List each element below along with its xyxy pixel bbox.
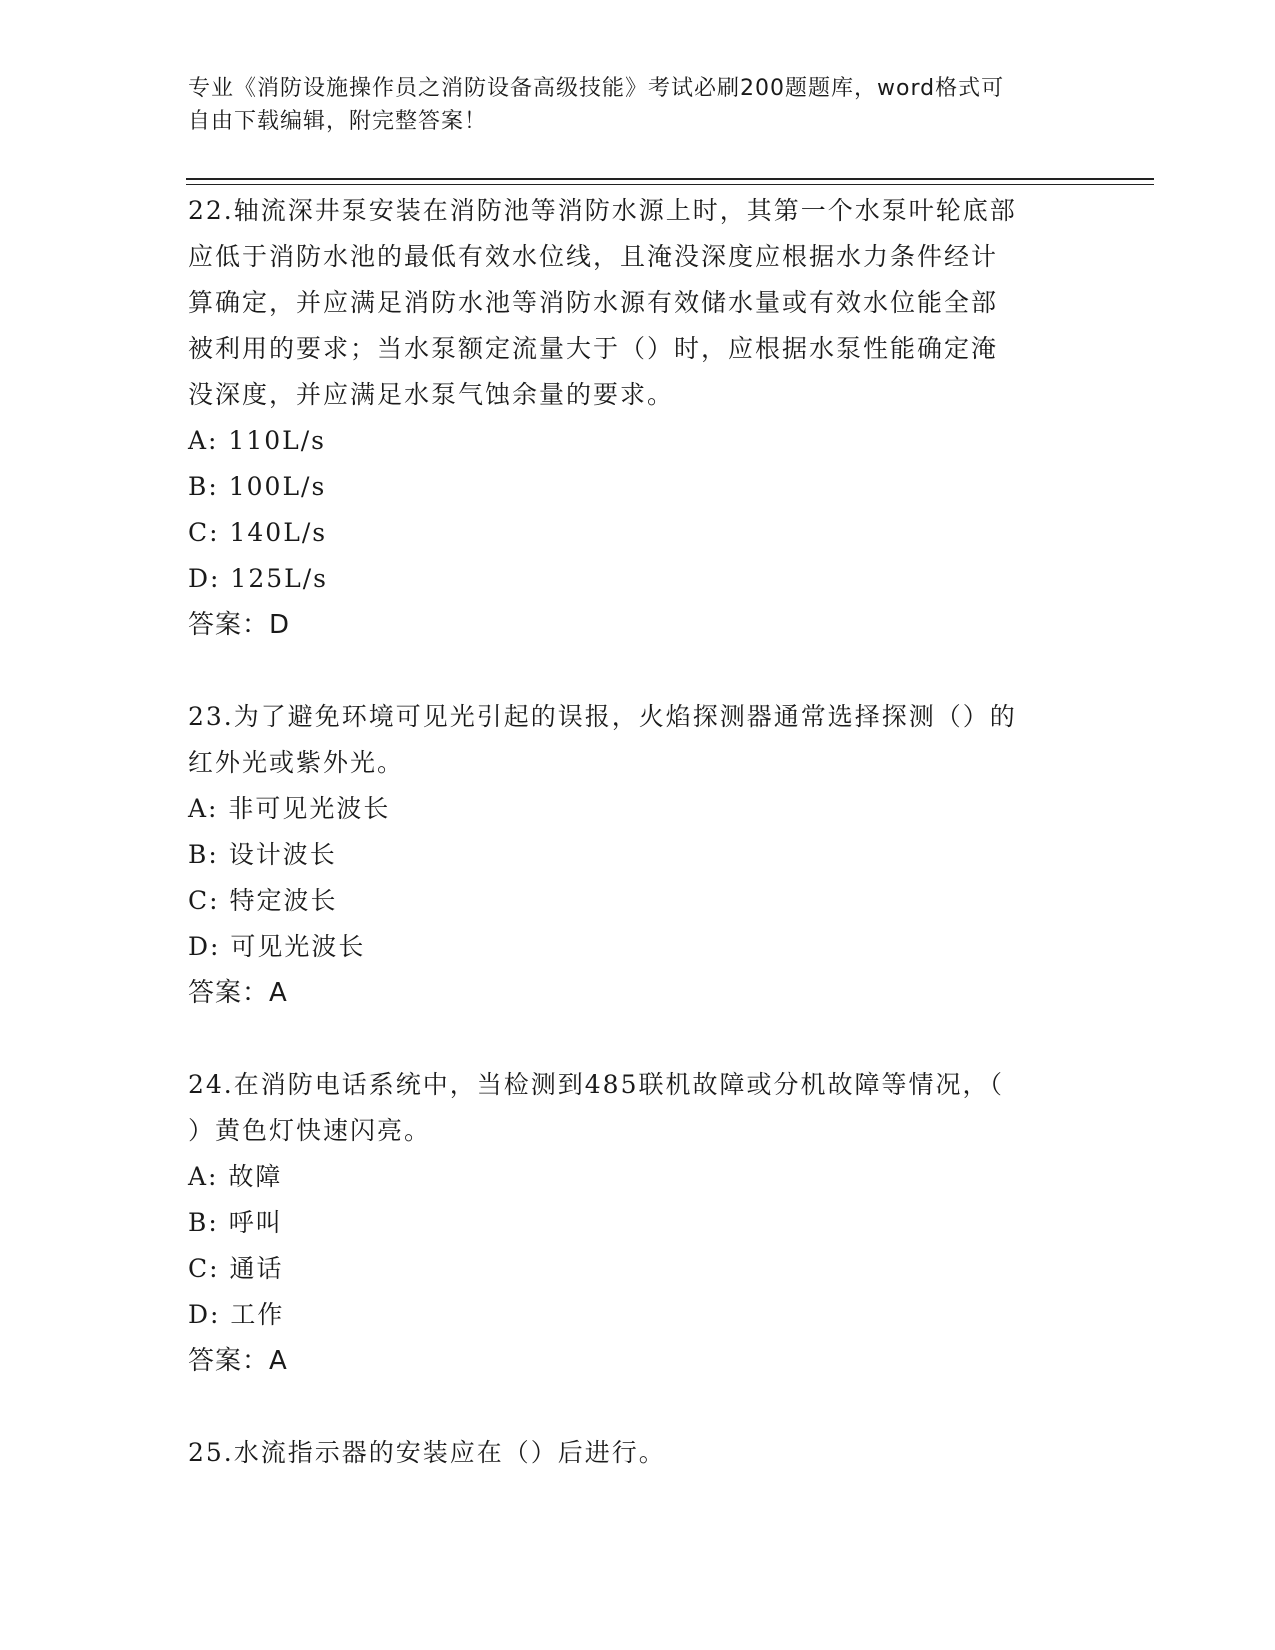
option-d: D: 工作 — [188, 1300, 285, 1329]
option-b: B: 100L/s — [188, 472, 327, 501]
option-b: B: 呼叫 — [188, 1208, 283, 1237]
question-text-line: 没深度，并应满足水泵气蚀余量的要求。 — [188, 380, 675, 409]
option-d: D: 125L/s — [188, 564, 328, 593]
question-spacer — [188, 1016, 1088, 1062]
question-spacer — [188, 1384, 1088, 1430]
question-text-line: 22.轴流深井泵安装在消防池等消防水源上时，其第一个水泵叶轮底部 — [188, 196, 1017, 225]
question-23 — [188, 694, 1088, 1016]
question-text-line: 25.水流指示器的安装应在（）后进行。 — [188, 1438, 666, 1467]
question-list — [188, 188, 1088, 1476]
question-text-line: 应低于消防水池的最低有效水位线，且淹没深度应根据水力条件经计 — [188, 242, 999, 271]
question-spacer — [188, 648, 1088, 694]
header-divider-top — [186, 178, 1154, 180]
question-text-line: 被利用的要求；当水泵额定流量大于（）时，应根据水泵性能确定淹 — [188, 334, 999, 363]
answer-line: 答案：A — [188, 978, 288, 1008]
question-text-line: 24.在消防电话系统中，当检测到485联机故障或分机故障等情况，（ — [188, 1070, 1004, 1099]
question-25 — [188, 1430, 1088, 1476]
question-text-line: 算确定，并应满足消防水池等消防水源有效储水量或有效水位能全部 — [188, 288, 999, 317]
answer-line: 答案：D — [188, 610, 291, 640]
option-a: A: 非可见光波长 — [188, 794, 391, 823]
question-text-line: 23.为了避免环境可见光引起的误报，火焰探测器通常选择探测（）的 — [188, 702, 1017, 731]
option-b: B: 设计波长 — [188, 840, 337, 869]
header-line-1: 专业《消防设施操作员之消防设备高级技能》考试必刷200题题库，word格式可 — [188, 76, 1005, 101]
option-a: A: 110L/s — [188, 426, 326, 455]
option-a: A: 故障 — [188, 1162, 283, 1191]
answer-line: 答案：A — [188, 1346, 288, 1376]
option-c: C: 特定波长 — [188, 886, 338, 915]
document-header — [188, 72, 1068, 138]
question-text-line: ）黄色灯快速闪亮。 — [188, 1116, 432, 1145]
header-line-2: 自由下载编辑，附完整答案！ — [188, 109, 488, 134]
question-22 — [188, 188, 1088, 648]
option-c: C: 140L/s — [188, 518, 328, 547]
question-text-line: 红外光或紫外光。 — [188, 748, 405, 777]
question-24 — [188, 1062, 1088, 1384]
header-divider-bottom — [186, 184, 1154, 185]
option-c: C: 通话 — [188, 1254, 284, 1283]
option-d: D: 可见光波长 — [188, 932, 366, 961]
